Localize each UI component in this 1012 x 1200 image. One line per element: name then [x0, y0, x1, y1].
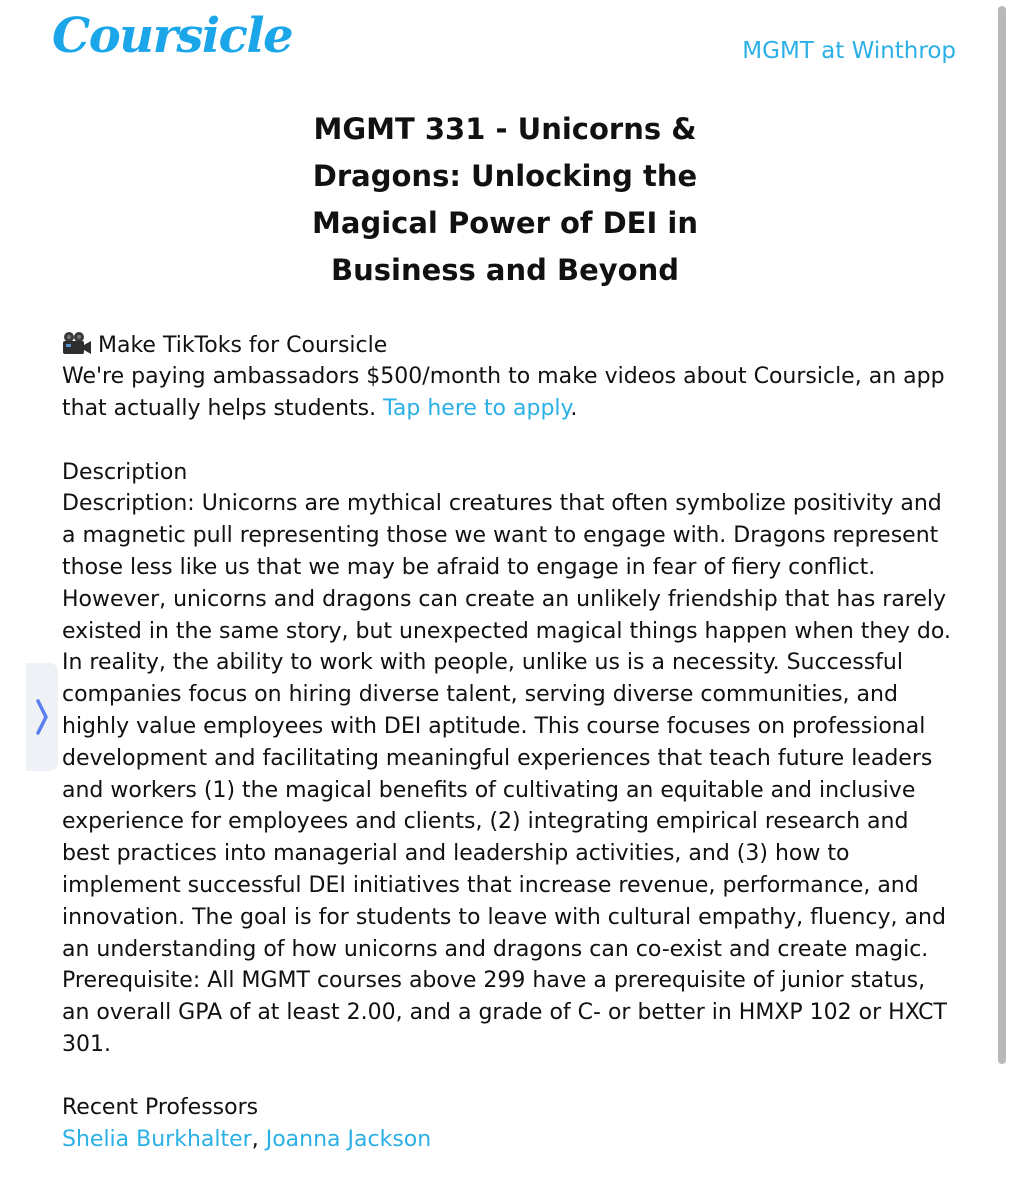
school-department-link[interactable]: MGMT at Winthrop: [742, 38, 956, 64]
professor-link[interactable]: Joanna Jackson: [265, 1126, 432, 1152]
coursicle-logo[interactable]: Coursicle: [52, 8, 293, 64]
video-camera-icon: [62, 331, 92, 355]
description-heading: Description: [62, 459, 188, 485]
scrollbar[interactable]: [998, 6, 1006, 1064]
recent-professors-heading: Recent Professors: [62, 1094, 259, 1120]
apply-link[interactable]: Tap here to apply: [383, 395, 571, 421]
promo-heading: [62, 330, 952, 361]
side-drawer-toggle[interactable]: [26, 663, 58, 771]
promo-heading-text: Make TikToks for Coursicle: [98, 333, 388, 358]
promo-text-body: We're paying ambassadors $500/month to make videos about Coursicle, an app that actually helps students.: [62, 364, 945, 421]
chevron-right-icon: [34, 697, 50, 737]
professor-separator: ,: [251, 1126, 266, 1152]
professor-list: [62, 1124, 952, 1156]
professor-link[interactable]: Shelia Burkhalter: [62, 1126, 252, 1152]
description-body: Description: Unicorns are mythical creatures that often symbolize positivity and a magnetic pull representing those we want to engage with. Dragons represent those less like us that we may be afraid to engage in fear of fiery conflict. However, unicorns and dragons can create an unlikely friendship that has rarely existed in the same story, but unexpected magical things happen when they do. In reality, the ability to work with people, unlike us is a necessity. Successful companies focus on hiring diverse talent, serving diverse communities, and highly value employees with DEI aptitude. This course focuses on professional development and facilitating meaningful experiences that teach future leaders and workers (1) the magical benefits of cultivating an equitable and inclusive experience for employees and clients, (2) integrating empirical research and best practices into managerial and leadership activities, and (3) how to implement successful DEI initiatives that increase revenue, performance, and innovation. The goal is for students to leave with cultural empathy, fluency, and an understanding of how unicorns and dragons can co-exist and create magic. Prerequisite: All MGMT courses above 299 have a prerequisite of junior status, an overall GPA of at least 2.00, and a grade of C- or better in HMXP 102 or HXCT 301.: [62, 491, 951, 1057]
promo-text: [62, 361, 952, 425]
promo-text-end: .: [570, 395, 578, 421]
course-content: [62, 330, 952, 1155]
course-title: MGMT 331 - Unicorns & Dragons: Unlocking the Magical Power of DEI in Business and Beyond: [312, 112, 698, 287]
header: [0, 0, 1012, 90]
